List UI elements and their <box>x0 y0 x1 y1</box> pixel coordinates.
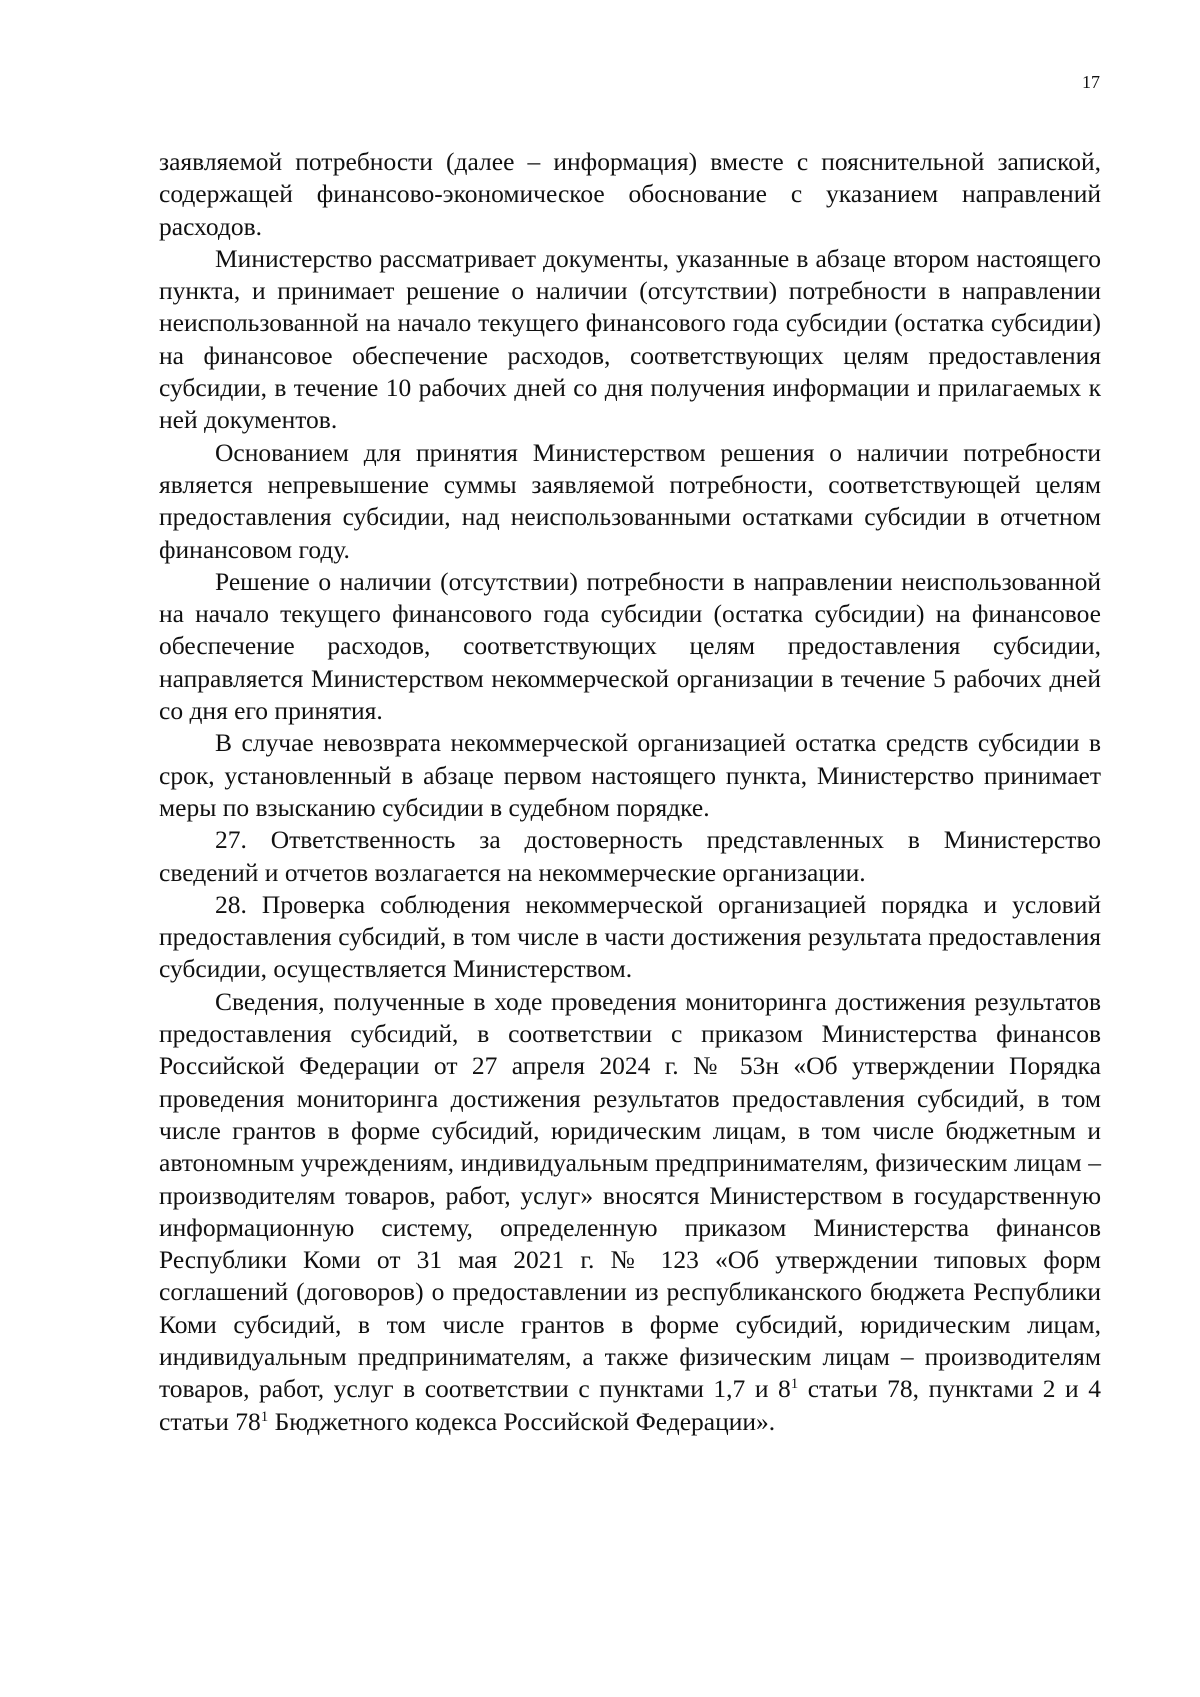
document-body <box>159 146 1101 1438</box>
paragraph-ministry-review: Министерство рассматривает документы, указанные в абзаце втором настоящего пункта, и принимает решение о наличии (отсутствии) потребности в направлении неиспользованной на начало текущего финансового года субсидии (остатка субсидии) на финансовое обеспечение расходов, соответствующих целям предоставления субсидии, в течение 10 рабочих дней со дня получения информации и прилагаемых к ней документов. <box>159 243 1101 435</box>
page-number: 17 <box>1082 72 1100 92</box>
paragraph-decision-basis: Основанием для принятия Министерством решения о наличии потребности является непревышение суммы заявляемой потребности, соответствующей целям предоставления субсидии, над неиспользованными остатками субсидии в отчетном финансовом году. <box>159 437 1101 564</box>
paragraph-monitoring-info <box>159 986 1101 1438</box>
monitoring-text-start: Сведения, полученные в ходе проведения мониторинга достижения результатов предоставления субсидий, в соответствии с приказом Министерства финансов Российской Федерации от 27 апреля 2024 г. № 53н «Об утверждении Порядка проведения мониторинга достижения результатов предоставления субсидий, в том числе грантов в форме субсидий, юридическим лицам, в том числе бюджетным и автономным учреждениям, индивидуальным предпринимателям, физическим лицам – производителям товаров, работ, услуг» вносятся Министерством в государственную информационную систему, определенную приказом Министерства финансов Республики Коми от 31 мая 2021 г. № 123 «Об утверждении типовых форм соглашений (договоров) о предоставлении из республиканского бюджета Республики Коми субсидий, в том числе грантов в форме субсидий, юридическим лицам, индивидуальным предпринимателям, а также физическим лицам – производителям товаров, работ, услуг в соответствии с пунктами 1,7 и 8 <box>159 986 1101 1404</box>
paragraph-decision-notice: Решение о наличии (отсутствии) потребности в направлении неиспользованной на начало текущего финансового года субсидии (остатка субсидии) на финансовое обеспечение расходов, соответствующих целям предоставления субсидии, направляется Министерством некоммерческой организации в течение 5 рабочих дней со дня его принятия. <box>159 566 1101 726</box>
monitoring-text-end: Бюджетного кодекса Российской Федерации». <box>268 1406 776 1436</box>
monitoring-text-middle: статьи 78, пунктами 2 и 4 статьи 78 <box>159 1374 1101 1436</box>
paragraph-27-responsibility: 27. Ответственность за достоверность представленных в Министерство сведений и отчетов возлагается на некоммерческие организации. <box>159 825 1101 887</box>
paragraph-28-verification: 28. Проверка соблюдения некоммерческой организацией порядка и условий предоставления субсидий, в том числе в части достижения результата предоставления субсидии, осуществляется Министерством. <box>159 889 1101 984</box>
paragraph-non-return: В случае невозврата некоммерческой организацией остатка средств субсидии в срок, установленный в абзаце первом настоящего пункта, Министерство принимает меры по взысканию субсидии в судебном порядке. <box>159 728 1101 822</box>
paragraph-continuation: заявляемой потребности (далее – информация) вместе с пояснительной запиской, содержащей финансово-экономическое обоснование с указанием направлений расходов. <box>159 147 1101 241</box>
superscript-2: 1 <box>260 1408 269 1425</box>
superscript-1: 1 <box>790 1376 799 1393</box>
